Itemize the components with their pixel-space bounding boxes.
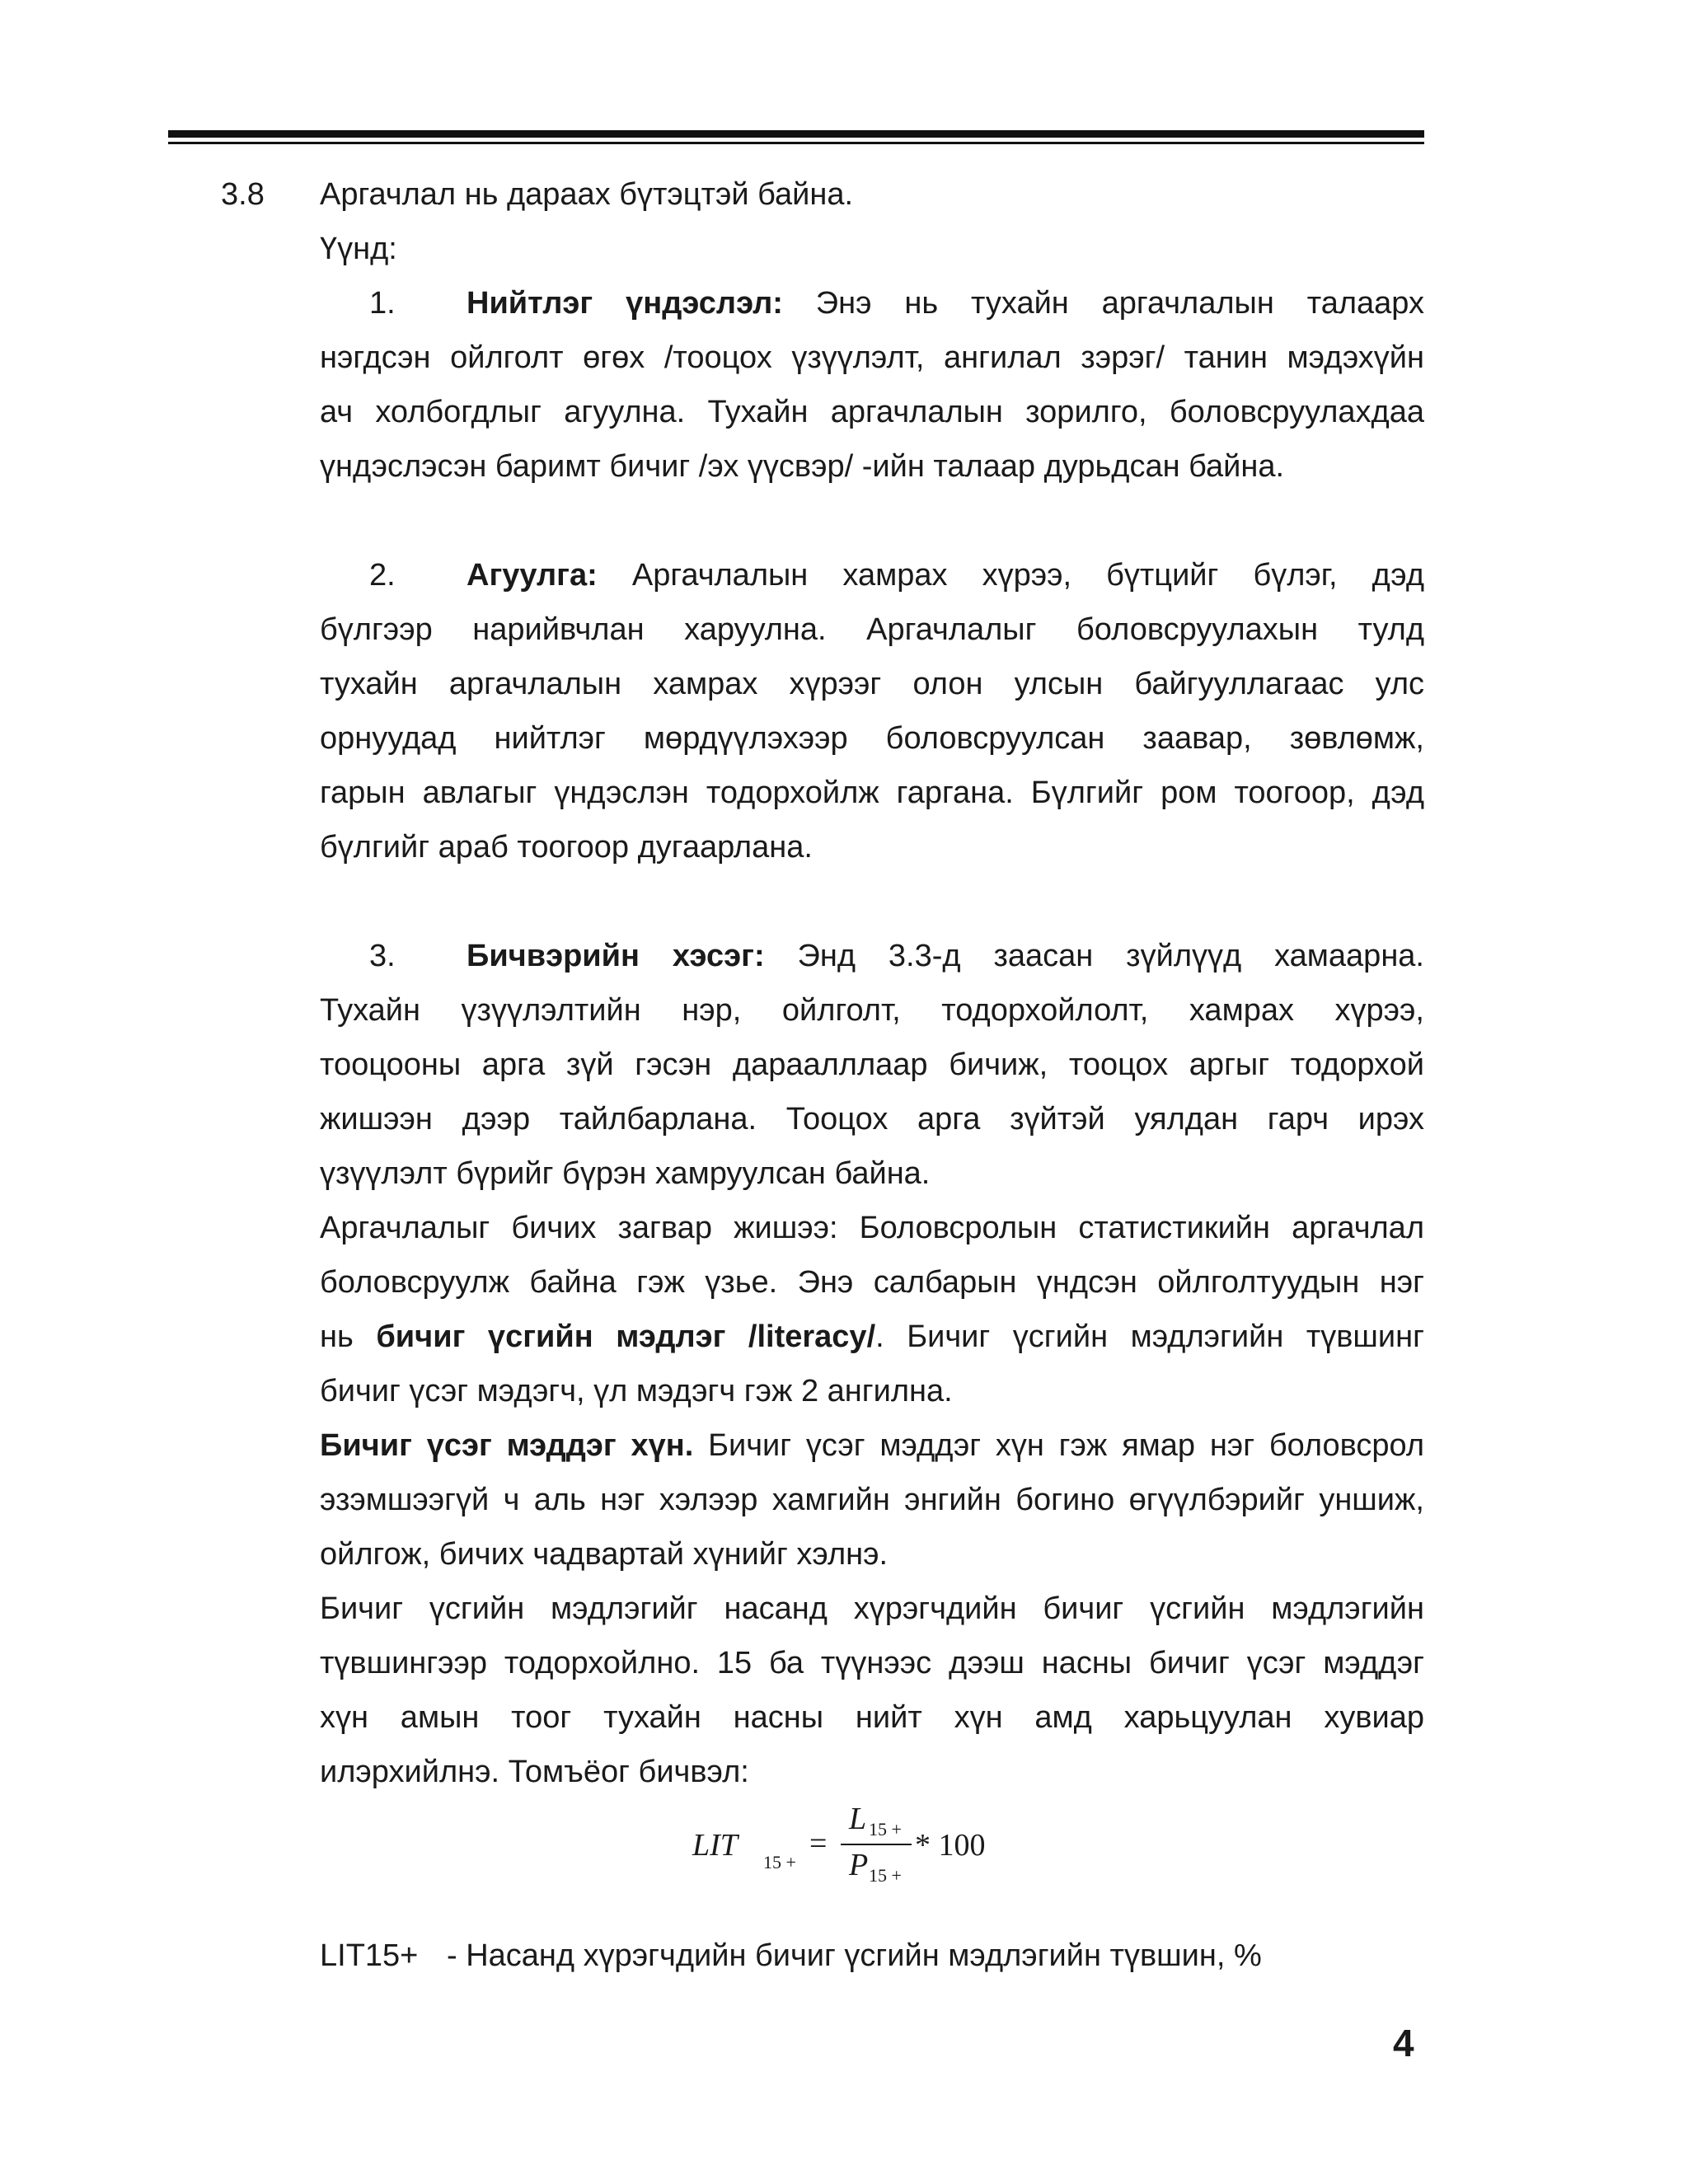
item-3-head	[467, 929, 1424, 983]
item-1-head	[467, 276, 1424, 330]
adult-line: илэрхийлнэ. Томъёог бичвэл:	[320, 1755, 749, 1789]
item-3-head-text: Энд 3.3-д заасан зүйлүүд хамаарна.	[797, 939, 1424, 973]
literacy-term: бичиг үсгийн мэдлэг /literacy/	[376, 1319, 876, 1354]
example-line: Аргачлалыг бичих загвар жишээ: Боловсролын статистикийн аргачлал	[320, 1211, 1424, 1245]
legend-value: - Насанд хүрэгчдийн бичиг үсгийн мэдлэгийн түвшин, %	[447, 1938, 1262, 1973]
item-2-line: гарын авлагыг үндэслэн тодорхойлж гаргана. Бүлгийг ром тоогоор, дэд	[320, 776, 1424, 810]
item-2-line: бүлгийг араб тоогоор дугаарлана.	[320, 830, 813, 865]
formula-denominator: P	[849, 1848, 869, 1882]
section-label: Үүнд:	[320, 232, 397, 266]
item-1-head-text: Энэ нь тухайн аргачлалын талаарх	[815, 286, 1424, 321]
example-literacy-line	[320, 1310, 1424, 1364]
item-2-title: Агуулга:	[467, 558, 598, 593]
literate-definition-head	[320, 1418, 1424, 1473]
literate-term: Бичиг үсэг мэддэг хүн.	[320, 1428, 694, 1463]
item-1-line: үндэслэсэн баримт бичиг /эх үүсвэр/ -ийн талаар дурьдсан байна.	[320, 449, 1285, 484]
item-1-number: 1.	[369, 286, 396, 321]
formula-fraction-bar	[841, 1844, 912, 1845]
adult-line: Бичиг үсгийн мэдлэгийг насанд хүрэгчдийн бичиг үсгийн мэдлэгийн	[320, 1591, 1424, 1626]
literacy-pre: нь	[320, 1319, 354, 1354]
formula-multiplier: * 100	[915, 1828, 986, 1863]
header-rule-thick	[168, 130, 1424, 138]
item-2-line: тухайн аргачлалын хамрах хүрээг олон улсын байгууллагаас улс	[320, 667, 1424, 701]
item-2-line: орнуудад нийтлэг мөрдүүлэхээр боловсруулсан заавар, зөвлөмж,	[320, 721, 1424, 756]
item-3-title: Бичвэрийн хэсэг:	[467, 939, 765, 973]
item-3-line: тооцооны арга зүй гэсэн дараалллаар бичиж, тооцох аргыг тодорхой	[320, 1047, 1424, 1082]
header-rule-thin	[168, 142, 1424, 144]
literate-text: Бичиг үсэг мэддэг хүн гэж ямар нэг боловсрол	[708, 1428, 1425, 1463]
legend-key: LIT15+	[320, 1938, 419, 1973]
literate-line: эзэмшээгүй ч аль нэг хэлээр хамгийн энгийн богино өгүүлбэрийг уншиж,	[320, 1483, 1424, 1517]
item-1-title: Нийтлэг үндэслэл:	[467, 286, 783, 321]
section-intro: Аргачлал нь дараах бүтэцтэй байна.	[320, 177, 854, 212]
item-2-head-text: Аргачлалын хамрах хүрээ, бүтцийг бүлэг, дэд	[631, 558, 1425, 593]
adult-line: түвшингээр тодорхойлно. 15 ба түүнээс дээш насны бичиг үсэг мэддэг	[320, 1646, 1424, 1680]
example-line: боловсруулж байна гэж үзье. Энэ салбарын үндсэн ойлголтуудын нэг	[320, 1265, 1424, 1300]
adult-line: хүн амын тоог тухайн насны нийт хүн амд харьцуулан хувиар	[320, 1700, 1424, 1735]
item-1-line: ач холбогдлыг агуулна. Тухайн аргачлалын зорилго, боловсруулахдаа	[320, 395, 1424, 429]
item-2-line: бүлгээр нарийвчлан харуулна. Аргачлалыг боловсруулахын тулд	[320, 612, 1424, 647]
page-number: 4	[1393, 2022, 1414, 2064]
item-1-line: нэгдсэн ойлголт өгөх /тооцох үзүүлэлт, ангилал зэрэг/ танин мэдэхүйн	[320, 340, 1424, 375]
item-3-line: жишээн дээр тайлбарлана. Тооцох арга зүйтэй уялдан гарч ирэх	[320, 1102, 1424, 1137]
example-line: бичиг үсэг мэдэгч, үл мэдэгч гэж 2 ангилна.	[320, 1374, 953, 1408]
item-3-number: 3.	[369, 939, 396, 973]
literacy-post: . Бичиг үсгийн мэдлэгийн түвшинг	[875, 1319, 1424, 1354]
literate-line: ойлгож, бичих чадвартай хүнийг хэлнэ.	[320, 1537, 889, 1572]
formula-equals: =	[809, 1826, 828, 1861]
formula-lhs-subscript: 15 +	[763, 1852, 796, 1872]
literacy-formula	[692, 1801, 1022, 1900]
section-number: 3.8	[221, 177, 265, 212]
formula-lhs: LIT	[692, 1828, 738, 1863]
item-2-number: 2.	[369, 558, 396, 593]
formula-numerator: L	[849, 1802, 867, 1836]
item-2-head	[467, 548, 1424, 602]
item-3-line: үзүүлэлт бүрийг бүрэн хамруулсан байна.	[320, 1156, 931, 1191]
item-3-line: Тухайн үзүүлэлтийн нэр, ойлголт, тодорхойлолт, хамрах хүрээ,	[320, 993, 1424, 1028]
formula-numerator-subscript: 15 +	[869, 1819, 902, 1840]
formula-denominator-subscript: 15 +	[869, 1865, 902, 1886]
